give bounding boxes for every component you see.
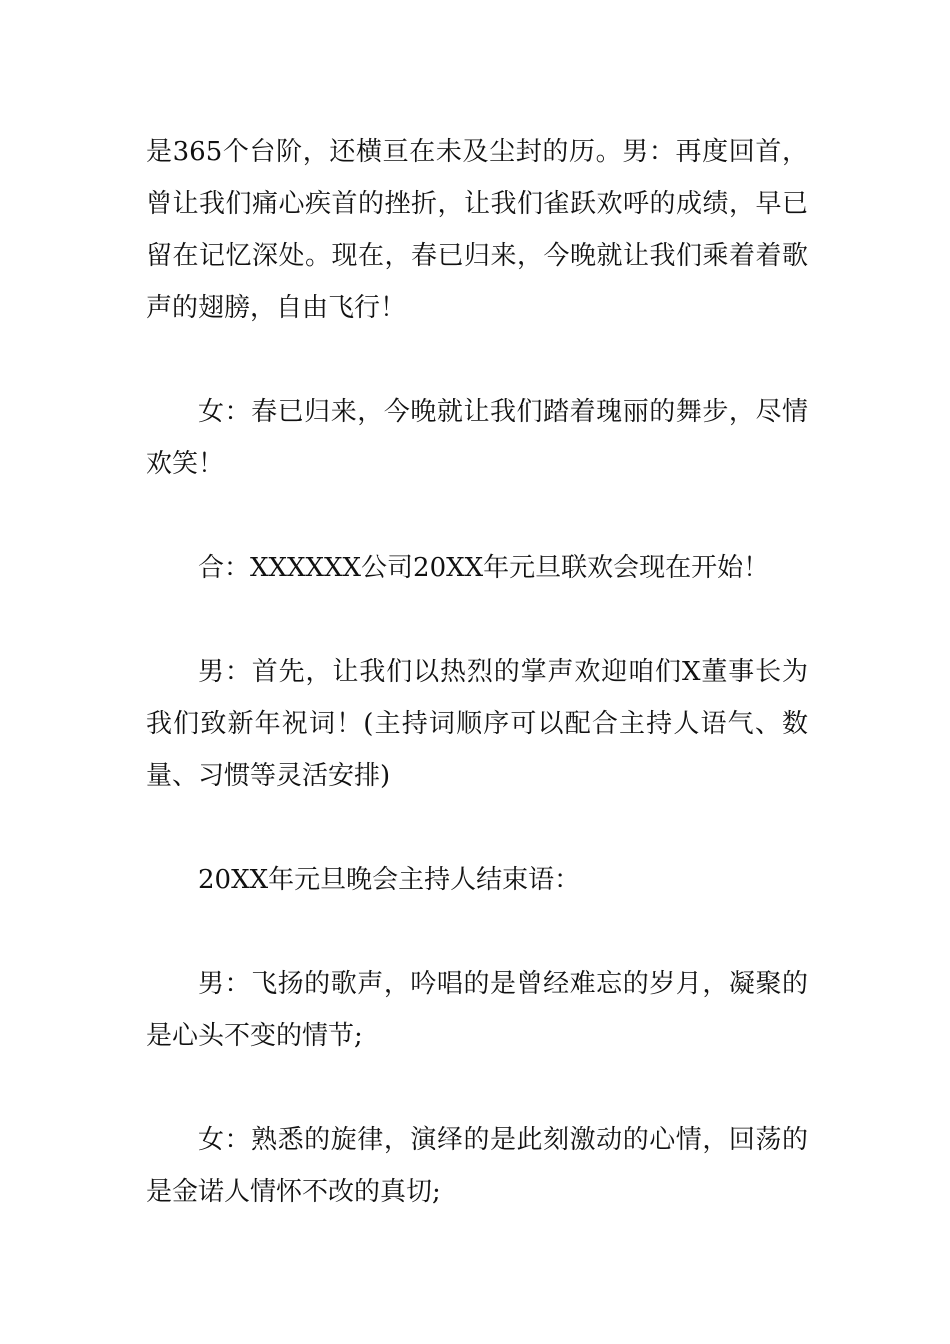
paragraph-5: 20XX年元旦晚会主持人结束语： xyxy=(198,865,581,895)
document-body xyxy=(146,126,808,1270)
paragraph-1: 是365个台阶，还横亘在未及尘封的历。男：再度回首，曾让我们痛心疾首的挫折，让我们雀跃欢呼的成绩，早已留在记忆深处。现在，春已归来，今晚就让我们乘着着歌声的翅膀，自由飞行！ xyxy=(146,137,808,323)
paragraph-2: 女：春已归来，今晚就让我们踏着瑰丽的舞步，尽情欢笑！ xyxy=(146,397,808,479)
paragraph-6: 男：飞扬的歌声，吟唱的是曾经难忘的岁月，凝聚的是心头不变的情节; xyxy=(146,969,808,1051)
paragraph-3: 合：XXXXXX公司20XX年元旦联欢会现在开始！ xyxy=(198,553,770,583)
paragraph-7: 女：熟悉的旋律，演绎的是此刻激动的心情，回荡的是金诺人情怀不改的真切; xyxy=(146,1125,808,1207)
paragraph-4: 男：首先，让我们以热烈的掌声欢迎咱们X董事长为我们致新年祝词！(主持词顺序可以配合主持人语气、数量、习惯等灵活安排) xyxy=(146,657,808,791)
